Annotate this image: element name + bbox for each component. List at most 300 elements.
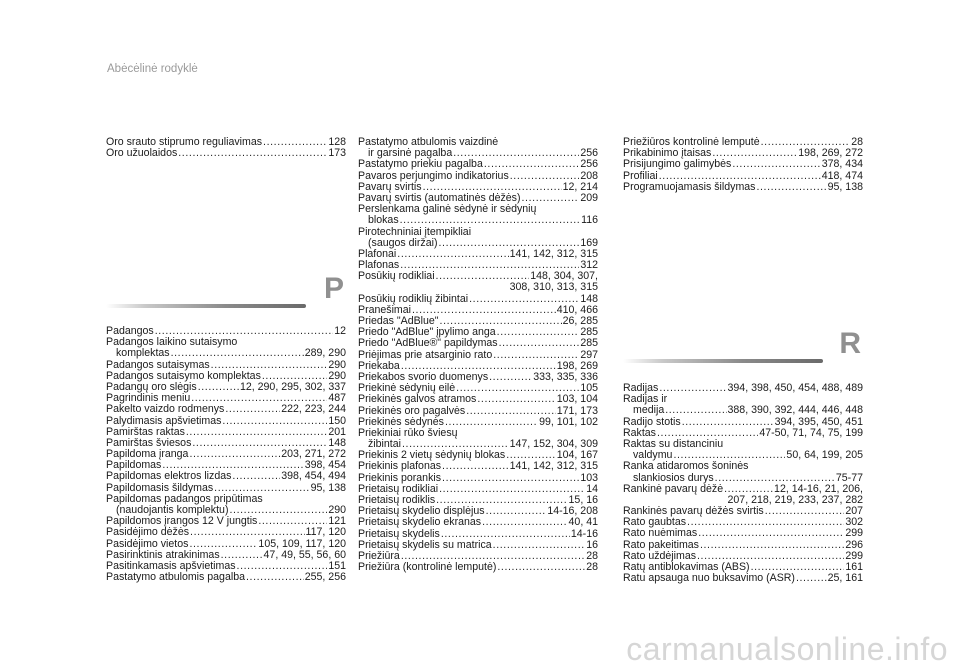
page-numbers: 285: [580, 338, 598, 350]
entry-term: Pamirštas šviesos: [106, 437, 192, 449]
index-entry: [358, 316, 598, 327]
page-numbers: 103, 104: [556, 394, 598, 406]
index-entry: [623, 528, 863, 539]
watermark: carmanualsonline.info: [626, 631, 948, 667]
index-entry-line: [106, 438, 346, 449]
index-entry-line: [358, 316, 598, 327]
index-entry-line: [358, 282, 598, 293]
leader-dots: [171, 348, 304, 359]
page-numbers: 418, 474: [821, 170, 863, 182]
entry-term: Perslenkama galinė sėdynė ir sėdynių: [358, 204, 537, 216]
leader-dots: [506, 450, 556, 461]
page-numbers: 207: [845, 506, 863, 518]
entry-term: Padangos sutaisymo komplektas: [106, 370, 261, 382]
index-entry-line: [623, 428, 863, 439]
index-entry: [358, 495, 598, 506]
page-numbers: 26, 285: [562, 316, 598, 327]
entry-term: Papildoma įranga: [106, 449, 189, 461]
leader-dots: [423, 182, 562, 193]
index-entry: [106, 438, 346, 449]
entry-term: Pastatymo priekiu pagalba: [358, 159, 483, 171]
index-entry-line: [358, 383, 598, 394]
divider-bar: [106, 304, 306, 308]
leader-dots: [190, 527, 305, 538]
index-entry-line: [623, 473, 863, 484]
index-entry-line: [358, 137, 598, 148]
index-entry: [623, 182, 863, 193]
index-entry-line: [623, 528, 863, 539]
leader-dots: [673, 450, 785, 461]
index-entry-line: [106, 494, 346, 505]
index-entry: [358, 159, 598, 170]
page-numbers: 173: [328, 148, 346, 160]
leader-dots: [724, 484, 773, 495]
index-entry: [623, 506, 863, 517]
leader-dots: [400, 215, 580, 226]
index-entry: [358, 484, 598, 495]
index-entry: [358, 193, 598, 204]
entry-term: Plafonai: [358, 248, 397, 260]
leader-dots: [510, 171, 580, 182]
index-entry-line: [358, 540, 598, 551]
index-entry: [106, 550, 346, 561]
page-numbers: 14-16: [570, 528, 598, 540]
index-entry-line: [358, 238, 598, 249]
index-entry-line: [358, 271, 598, 282]
leader-dots: [486, 506, 547, 517]
page-numbers: 302: [845, 517, 863, 529]
leader-dots: [469, 294, 579, 305]
index-entry-line: [358, 171, 598, 182]
index-entry-line: [623, 517, 863, 528]
entry-term: blokas: [368, 215, 399, 227]
index-entry-line: [623, 540, 863, 551]
index-entry: [358, 171, 598, 182]
leader-dots: [186, 427, 327, 438]
entry-term: Prietaisų skydelio displėjus: [358, 506, 485, 518]
page-numbers: 16: [586, 539, 598, 551]
index-entry-line: [358, 338, 598, 349]
page-numbers: 75-77: [835, 472, 863, 484]
index-entry-line: [358, 517, 598, 528]
page-numbers: 117, 120: [305, 527, 346, 539]
entry-term: Prietaisų skydelio ekranas: [358, 517, 482, 529]
leader-dots: [192, 438, 327, 449]
entry-term: Padangos: [106, 326, 154, 337]
index-entry: [623, 540, 863, 551]
index-entry-line: [106, 326, 346, 337]
entry-term: Oro užuolaidos: [106, 148, 178, 160]
index-entry-line: [358, 495, 598, 506]
entry-term: Prietaisų rodikliai: [358, 483, 439, 495]
index-entry: [358, 350, 598, 361]
page-numbers: 299: [845, 528, 863, 540]
index-entry-line: [623, 573, 863, 584]
index-entry-line: [106, 427, 346, 438]
index-entry: [106, 449, 346, 460]
entry-term: Prisijungimo galimybės: [623, 159, 732, 171]
entry-term: Priėjimas prie atsarginio rato: [358, 349, 493, 361]
page-numbers: 121: [328, 516, 346, 528]
index-entry-line: [358, 406, 598, 417]
index-entry: [358, 540, 598, 551]
leader-dots: [397, 249, 508, 260]
leader-dots: [441, 529, 570, 540]
leader-dots: [761, 137, 851, 148]
page-numbers: 150: [328, 415, 346, 427]
leader-dots: [682, 417, 774, 428]
page-numbers: 290: [328, 505, 346, 516]
index-entry: [623, 562, 863, 573]
entry-term: Radijo stotis: [623, 416, 681, 428]
entry-term: Rankinės pavarų dėžės svirtis: [623, 506, 764, 518]
index-entry-line: [106, 404, 346, 415]
index-entry: [106, 539, 346, 550]
index-entry-line: [623, 137, 863, 148]
page-numbers: 104, 167: [556, 450, 598, 462]
index-entry-line: [358, 372, 598, 383]
index-entry-line: [358, 484, 598, 495]
page-numbers: 388, 390, 392, 444, 446, 448: [727, 405, 863, 417]
leader-dots: [178, 148, 327, 159]
page-numbers: 105: [580, 383, 598, 395]
divider-bar: [623, 359, 823, 363]
index-entry: [106, 137, 346, 148]
entry-term: Prietaisų skydelis: [358, 528, 440, 540]
leader-dots: [493, 350, 579, 361]
entry-term: Rato nuėmimas: [623, 528, 698, 540]
entry-term: Pakelto vaizdo rodmenys: [106, 404, 225, 416]
leader-dots: [493, 540, 586, 551]
entry-term: valdymu: [633, 450, 673, 462]
index-entry-line: [106, 483, 346, 494]
index-entry: [106, 393, 346, 404]
entry-term: Raktas: [623, 427, 656, 439]
index-entry-line: [106, 137, 346, 148]
index-entry: [106, 416, 346, 427]
page-numbers: 208: [580, 170, 598, 182]
leader-dots: [765, 506, 845, 517]
page-numbers: 40, 41: [568, 517, 598, 529]
leader-dots: [466, 406, 556, 417]
index-block-p-continued: [358, 137, 598, 573]
entry-term: Pastatymo atbulomis vaizdinė: [358, 137, 499, 148]
entry-term: Priekinis porankis: [358, 472, 442, 484]
index-entry: [623, 573, 863, 584]
entry-term: Posūkių rodiklių žibintai: [358, 293, 469, 305]
index-entry-line: [106, 516, 346, 527]
index-entry: [358, 294, 598, 305]
page-numbers: 14-16, 208: [547, 506, 598, 518]
index-entry-line: [358, 394, 598, 405]
index-entry-line: [358, 506, 598, 517]
page-numbers: 410, 466: [556, 304, 598, 316]
leader-dots: [400, 260, 579, 271]
leader-dots: [246, 572, 304, 583]
page-numbers: 222, 223, 244: [281, 404, 346, 416]
leader-dots: [189, 449, 280, 460]
page-numbers: 398, 454: [304, 460, 346, 472]
index-entry: [623, 159, 863, 170]
entry-term: Priekabos svorio duomenys: [358, 371, 489, 383]
entry-term: komplektas: [116, 348, 170, 360]
entry-term: žibintai: [368, 439, 401, 451]
entry-term: Papildomas padangos pripūtimas: [106, 493, 263, 505]
leader-dots: [453, 148, 579, 159]
leader-dots: [665, 405, 726, 416]
leader-dots: [442, 461, 509, 472]
index-entry: [358, 271, 598, 293]
leader-dots: [401, 361, 556, 372]
page-numbers: 12, 214: [562, 181, 598, 193]
index-block-p-end: [623, 137, 863, 193]
index-entry-line: [358, 260, 598, 271]
index-entry: [623, 394, 863, 416]
entry-term: Priekinės oro pagalvės: [358, 405, 466, 417]
index-entry: [623, 428, 863, 439]
index-entry-line: [623, 562, 863, 573]
index-entry-line: [623, 182, 863, 193]
entry-term: Pasitinkamasis apšvietimas: [106, 560, 236, 572]
index-entry-line: [106, 550, 346, 561]
page-numbers: 128: [328, 137, 346, 148]
entry-term: Profiliai: [623, 170, 658, 182]
entry-term: Priedas "AdBlue": [358, 316, 439, 327]
entry-term: Pasidėjimo dėžės: [106, 527, 190, 539]
index-entry-line: [358, 473, 598, 484]
index-entry-line: [358, 227, 598, 238]
page-numbers: 14: [586, 483, 598, 495]
index-entry-line: [106, 449, 346, 460]
entry-term: Oro srauto stiprumo reguliavimas: [106, 137, 263, 148]
entry-term: Rato gaubtas: [623, 517, 687, 529]
index-entry: [358, 417, 598, 428]
index-entry-line: [358, 417, 598, 428]
index-entry-line: [358, 182, 598, 193]
entry-term: 207, 218, 219, 233, 237, 282: [727, 494, 863, 506]
index-entry: [358, 305, 598, 316]
page-numbers: 147, 152, 304, 309: [509, 439, 598, 451]
index-entry: [106, 371, 346, 382]
page-numbers: 141, 142, 312, 315: [509, 461, 598, 473]
index-entry: [106, 460, 346, 471]
index-entry: [358, 338, 598, 349]
index-entry: [106, 572, 346, 583]
entry-term: Pavarų svirtis: [358, 181, 422, 193]
index-entry-line: [623, 551, 863, 562]
index-entry-line: [358, 249, 598, 260]
index-entry: [623, 417, 863, 428]
index-entry-line: [358, 551, 598, 562]
page-numbers: 95, 138: [310, 482, 346, 494]
page-numbers: 25, 161: [827, 573, 863, 585]
index-entry-line: [623, 383, 863, 394]
index-entry: [106, 494, 346, 516]
leader-dots: [402, 439, 509, 450]
index-entry-line: [358, 294, 598, 305]
index-entry: [358, 327, 598, 338]
index-entry: [623, 484, 863, 506]
index-entry: [358, 204, 598, 226]
page-numbers: 151: [328, 560, 346, 572]
entry-term: Ratų antiblokavimas (ABS): [623, 562, 750, 573]
page-numbers: 290: [328, 359, 346, 371]
leader-dots: [657, 428, 758, 439]
leader-dots: [436, 495, 567, 506]
leader-dots: [698, 528, 844, 539]
index-entry-line: [623, 439, 863, 450]
leader-dots: [659, 383, 726, 394]
page-numbers: 28: [586, 550, 598, 562]
index-entry: [106, 337, 346, 359]
entry-term: Plafonas: [358, 260, 400, 272]
entry-term: Priekinės sėdynės: [358, 416, 444, 428]
leader-dots: [442, 473, 579, 484]
page-numbers: 50, 64, 199, 205: [786, 450, 863, 462]
entry-term: Pasidėjimo vietos: [106, 538, 189, 550]
index-entry-line: [106, 337, 346, 348]
leader-dots: [211, 360, 328, 371]
leader-dots: [482, 517, 567, 528]
leader-dots: [401, 551, 585, 562]
leader-dots: [489, 372, 532, 383]
page-numbers: 47, 49, 55, 56, 60: [263, 549, 346, 561]
index-entry-line: [106, 539, 346, 550]
entry-term: Prietaisų skydelis su matrica: [358, 539, 492, 551]
entry-term: Pastatymo atbulomis pagalba: [106, 572, 245, 584]
page-numbers: 95, 138: [827, 181, 863, 193]
index-entry: [358, 137, 598, 159]
entry-term: Posūkių rodikliai: [358, 271, 435, 283]
leader-dots: [198, 382, 239, 393]
index-entry-line: [106, 416, 346, 427]
index-entry: [623, 439, 863, 461]
index-entry: [623, 137, 863, 148]
index-entry-line: [623, 394, 863, 405]
entry-term: Prietaisų rodiklis: [358, 495, 436, 506]
index-entry-line: [358, 148, 598, 159]
leader-dots: [229, 505, 327, 516]
leader-dots: [412, 305, 556, 316]
leader-dots: [258, 516, 327, 527]
entry-term: (saugos diržai): [368, 237, 438, 249]
leader-dots: [189, 539, 257, 550]
index-entry: [106, 483, 346, 494]
entry-term: Priežiūros kontrolinė lemputė: [623, 137, 760, 148]
leader-dots: [225, 404, 280, 415]
leader-dots: [751, 562, 845, 573]
index-entry: [623, 383, 863, 394]
page-numbers: 299: [845, 550, 863, 562]
leader-dots: [497, 562, 585, 573]
entry-term: Pirotechniniai įtempikliai: [358, 226, 472, 238]
index-entry: [358, 461, 598, 472]
page-numbers: 141, 142, 312, 315: [509, 248, 598, 260]
page-numbers: 378, 434: [821, 159, 863, 171]
entry-term: Pranešimai: [358, 304, 411, 316]
page-numbers: 312: [580, 260, 598, 272]
entry-term: Papildomasis šildymas: [106, 482, 214, 494]
leader-dots: [436, 271, 530, 282]
index-entry-line: [106, 148, 346, 159]
index-entry: [358, 473, 598, 484]
index-entry-line: [358, 529, 598, 540]
leader-dots: [263, 137, 327, 148]
entry-term: Pavaros perjungimo indikatorius: [358, 170, 509, 182]
index-entry: [358, 428, 598, 450]
leader-dots: [237, 561, 328, 572]
index-entry: [358, 260, 598, 271]
index-entry: [106, 360, 346, 371]
entry-term: Priekaba: [358, 360, 400, 372]
index-entry-line: [358, 461, 598, 472]
entry-term: medija: [633, 405, 665, 417]
index-entry-line: [106, 505, 346, 516]
page-numbers: 12, 290, 295, 302, 337: [239, 381, 346, 393]
index-entry-line: [623, 506, 863, 517]
index-entry-line: [106, 348, 346, 359]
index-entry-line: [106, 393, 346, 404]
index-entry-line: [358, 439, 598, 450]
leader-dots: [659, 171, 821, 182]
entry-term: Pamirštas raktas: [106, 426, 185, 438]
leader-dots: [439, 484, 585, 495]
entry-term: Padangos sutaisymas: [106, 359, 210, 371]
page-numbers: 198, 269, 272: [798, 148, 863, 160]
leader-dots: [484, 159, 579, 170]
index-entry: [358, 406, 598, 417]
page-numbers: 99, 101, 102: [539, 416, 598, 428]
entry-term: Pagrindinis meniu: [106, 393, 191, 405]
leader-dots: [162, 460, 303, 471]
index-entry: [358, 372, 598, 383]
page-numbers: 161: [845, 562, 863, 573]
index-entry-line: [623, 148, 863, 159]
entry-term: Papildomas elektros lizdas: [106, 471, 232, 483]
page-numbers: 255, 256: [304, 572, 346, 584]
index-entry-line: [358, 562, 598, 573]
index-entry-line: [106, 572, 346, 583]
index-entry: [106, 382, 346, 393]
index-entry: [106, 427, 346, 438]
index-entry-line: [106, 561, 346, 572]
index-block-r: [623, 383, 863, 584]
page-numbers: 15, 16: [568, 495, 598, 506]
index-entry: [106, 516, 346, 527]
page-numbers: 28: [586, 562, 598, 574]
entry-term: Palydimasis apšvietimas: [106, 415, 222, 427]
leader-dots: [438, 238, 579, 249]
leader-dots: [715, 473, 835, 484]
index-entry-line: [358, 305, 598, 316]
page-numbers: 148: [580, 293, 598, 305]
page-numbers: 285: [580, 327, 598, 339]
index-entry: [358, 517, 598, 528]
page-numbers: 148: [328, 437, 346, 449]
index-entry: [358, 361, 598, 372]
index-entry: [358, 506, 598, 517]
leader-dots: [232, 471, 280, 482]
index-entry: [106, 404, 346, 415]
page-numbers: 28: [851, 137, 863, 148]
page-numbers: 296: [845, 539, 863, 551]
leader-dots: [732, 159, 820, 170]
index-entry-line: [358, 159, 598, 170]
page-numbers: 12, 14-16, 21, 206,: [774, 483, 863, 495]
page-numbers: 148, 304, 307,: [530, 271, 598, 283]
page-numbers: 256: [580, 148, 598, 160]
index-entry: [106, 326, 346, 337]
